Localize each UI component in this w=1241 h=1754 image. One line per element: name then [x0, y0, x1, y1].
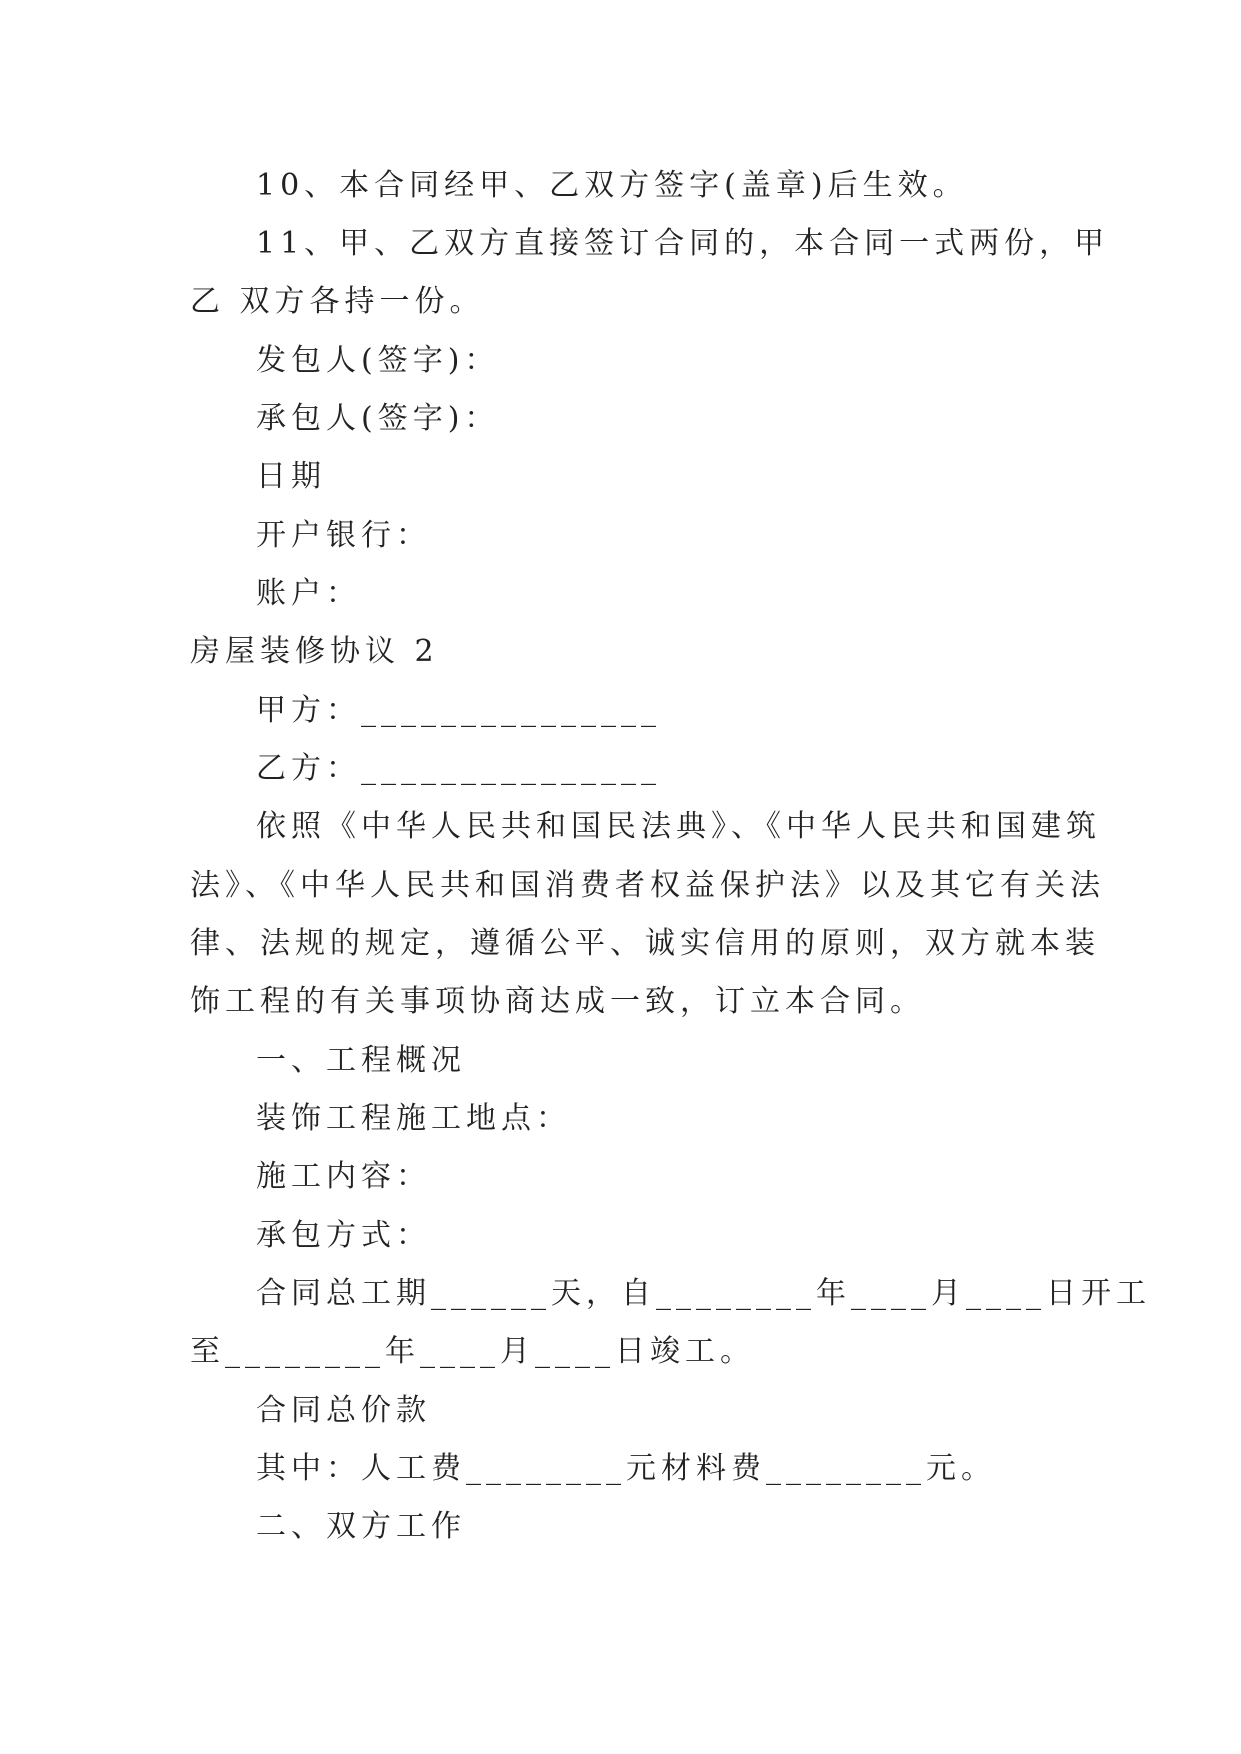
agreement-heading: 房屋装修协议 2: [190, 634, 439, 669]
duration-line-2: 至________年____月____日竣工。: [190, 1334, 755, 1369]
preamble-line-1: 依照《中华人民共和国民法典》、《中华人民共和国建筑: [256, 809, 1101, 844]
preamble-line-3: 律、法规的规定，遵循公平、诚实信用的原则，双方就本装: [190, 926, 1100, 961]
clause-10-line: 10、本合同经甲、乙双方签字(盖章)后生效。: [256, 168, 968, 203]
account-label: 账户：: [256, 576, 361, 611]
preamble-line-2: 法》、《中华人民共和国消费者权益保护法》以及其它有关法: [190, 868, 1105, 903]
contractor-signature-label: 承包人(签字)：: [256, 401, 500, 436]
contract-method-label: 承包方式：: [256, 1218, 431, 1253]
section-2-heading: 二、双方工作: [256, 1509, 466, 1544]
employer-signature-label: 发包人(签字)：: [256, 343, 500, 378]
total-price-label: 合同总价款: [256, 1393, 431, 1428]
bank-label: 开户银行：: [256, 518, 431, 553]
party-b-line: 乙方：_______________: [256, 751, 661, 786]
clause-11-line-2: 乙 双方各持一份。: [190, 284, 485, 319]
work-content-label: 施工内容：: [256, 1159, 431, 1194]
party-a-line: 甲方：_______________: [256, 693, 661, 728]
preamble-line-4: 饰工程的有关事项协商达成一致，订立本合同。: [190, 984, 925, 1019]
site-location-label: 装饰工程施工地点：: [256, 1101, 571, 1136]
section-1-heading: 一、工程概况: [256, 1043, 466, 1078]
cost-breakdown-line: 其中：人工费________元材料费________元。: [256, 1451, 996, 1486]
clause-11-line-1: 11、甲、乙双方直接签订合同的，本合同一式两份，甲: [256, 226, 1110, 261]
date-label: 日期: [256, 459, 326, 494]
duration-line-1: 合同总工期______天，自________年____月____日开工: [256, 1276, 1151, 1311]
